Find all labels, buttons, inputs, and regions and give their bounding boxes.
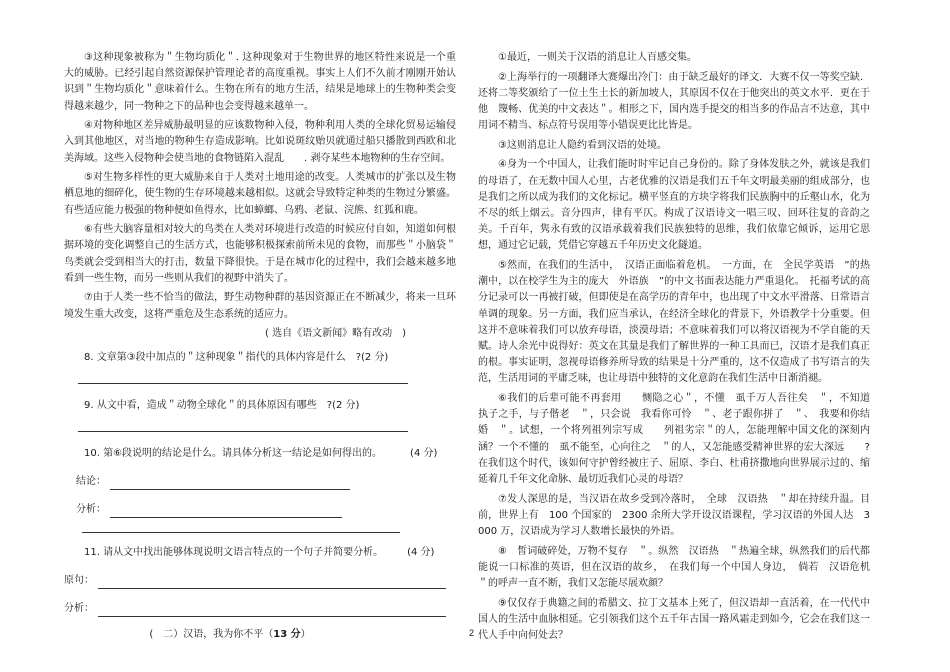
question-10-analysis-line-1[interactable] <box>110 504 342 518</box>
question-8-points: ?(2 分) <box>355 352 389 364</box>
question-11-original-label: 原句： <box>64 575 94 587</box>
question-11-original-row <box>64 573 456 589</box>
left-paragraph-5: ⑤对生物多样性的更大威胁来自于人类对土地用途的改变。人类城市的扩张以及生物栖息地的细碎化，使生物的生存环境越来越相似。这就会导致特定种类的生物过分繁盛。有些适应能力极强的物种便如鱼得水，比如蟑螂、乌鸦、老鼠、浣熊、红狐和鹿。 <box>64 172 456 216</box>
question-10-conclusion-label: 结论： <box>76 476 106 488</box>
left-column <box>64 50 456 643</box>
question-8-text: 8. 文章第③段中加点的＂这种现象＂指代的具体内容是什么 <box>84 352 346 364</box>
right-column <box>478 50 880 648</box>
question-10-conclusion-line[interactable] <box>110 476 350 490</box>
right-paragraph-2: ②上海举行的一项翻译大赛爆出冷门：由于缺乏最好的译文．大赛不仅一等奖空缺．还将二等奖颁给了一位土生土长的新加坡人，其原因不仅在于他突出的英文水平．更在于他 篾畅、优美的中文表达＂。相形之下，国内选手提交的相当多的作品言不达意，其中用词不精当、标点符号误用等小错误更比比皆是。 <box>478 71 870 132</box>
question-11-original-line[interactable] <box>98 575 446 589</box>
article-source: ( 选自《语文新闻》略有改动 ) <box>265 328 406 340</box>
question-10-text: 10. 第⑥段说明的结论是什么。请具体分析这一结论是如何得出的。 <box>84 448 383 460</box>
question-9-answer-line[interactable] <box>78 414 408 432</box>
right-paragraph-4: ④身为一个中国人，让我们能时时牢记自己身份的。除了身体发肤之外，就该是我们的母语了，在无数中国人心里，古老优雅的汉语是我们五千年文明最美丽的组成部分，也是我们之所以成为我们的文化标记。横平竖直的方块字将我们民族胸中的丘壑山水，化为不尽的纸上烟云。音分四声，律有平仄。构成了汉语诗文一唱三叹、回环往复的音韵之美。千百年，隽永有致的汉语承载着我们民族独特的思维，我们依靠它倾诉，运用它思想，通过它记载，凭借它穿越五千年历史文化隧道。 <box>478 159 870 252</box>
left-paragraph-3: ③这种现象被称为＂生物均质化＂. 这种现象对于生物世界的地区特性来说是一个重大的威胁。已经引起自然资源保护管理论者的高度重视。事实上人们不久前才刚刚开始认识到＂生物均质化＂意味着什么。生物在所有的地方生活，结果是地球上的生物种类会变得越来越少，同一物种之下的品种也会变得越来越单一。 <box>64 52 456 112</box>
question-10 <box>64 446 456 462</box>
section-2-score: 13 分 <box>273 629 301 641</box>
question-11 <box>64 545 456 561</box>
question-8-answer-line[interactable] <box>78 366 408 384</box>
question-10-conclusion-row <box>64 474 456 490</box>
right-paragraph-9: ⑨仅仅存于典籍之间的希腊文、拉丁文基本上死了，但汉语却一直活着，在一代代中国人的生活中血脉相延。它引领我们这个五千年古国一路风霜走到如今，它会在我们这一代人手中向何处去？ <box>478 597 870 642</box>
question-10-analysis-line-2[interactable] <box>82 518 400 533</box>
question-9-text: 9. 从文中看，造成＂动物全球化＂的具体原因有哪些 <box>84 400 317 412</box>
question-8 <box>64 350 456 366</box>
question-9-points: ?(2 分) <box>326 400 360 412</box>
right-paragraph-1: ①最近，一则关于汉语的消息让人百感交集。 <box>498 52 697 63</box>
right-paragraph-8: ⑧ 皙词破碎处，万物不复存 ＂。纵然 汉语热 ＂热遍全球，纵然我们的后代都能说一口标准的英语，但在汉语的故乡， 在我们每一个中国人身边， 倘若 汉语危机 ＂的呼声一直不断，我们又怎能尽展欢颜？ <box>478 545 880 590</box>
left-paragraph-7: ⑦由于人类一些不恰当的做法，野生动物种群的基因资源正在不断减少，将来一旦环境发生重大改变，这将严重危及生态系统的适应力。 <box>64 292 456 320</box>
question-10-analysis-label: 分析： <box>76 504 106 516</box>
question-11-analysis-label: 分析： <box>64 603 94 615</box>
question-11-analysis-line[interactable] <box>98 603 446 617</box>
question-10-points: (4 分) <box>410 448 438 460</box>
page-number: 2 <box>469 628 475 638</box>
question-9 <box>64 398 456 414</box>
question-11-points: (4 分) <box>407 547 435 559</box>
right-paragraph-5: ⑤然而，在我们的生活中， 汉语正面临着危机。 一方面，在 全民学英语 ”的热潮中，以在校学生为主的庞大 外语族 ”的中文书面表达能力严重退化。 托福考试的高分记录可以一再被打破，但即使是在高学历的青年中，也出现了中文水平滑落、日常语言单调的现象。另一方面，我们应当承认，在经济全球化的背景下，外语教学十分重要。但这并不意味着我们可以放弃母语，淡漠母语；不意味着我们可以将汉语视为不学自能的天赋。诗人余光中说得好：英文在其量是我们了解世界的一种工具而已，汉语才是我们真正的根。事实证明，忽视母语修养所导致的结果是十分严重的，这不仅造成了书写语言的失范，生活用词的平庸乏味，也让母语中独特的文化意韵在我们生活中日渐消褪。 <box>478 260 870 385</box>
question-10-analysis-row <box>64 502 456 518</box>
section-2-title-prefix: ( 二）汉语，我为你不平（ <box>149 629 274 641</box>
section-2-title <box>64 627 456 643</box>
question-11-analysis-row <box>64 601 456 617</box>
right-paragraph-7: ⑦发人深思的是，当汉语在故乡受到冷落时， 全球 汉语热 ＂却在持续升温。目前，世界上有 100 个国家的 2300 余所大学开设汉语课程，学习汉语的外国人达 3000 万，汉语成为学习人数增长最快的外语。 <box>478 493 870 538</box>
question-11-text: 11. 请从文中找出能够体现说明文语言特点的一个句子并简要分析。 <box>84 547 384 559</box>
left-paragraph-4: ④对物种地区差异威胁最明显的应该数物种入侵，物种利用人类的全球化贸易运输侵入到其他地区，对当地的物种生存造成影响。比如说斑纹贻贝就通过船只播散到西欧和北美海域。这些入侵物种会使当地的食物链陷入混乱 . 剥夺某些本地物种的生存空间。 <box>64 120 456 164</box>
right-paragraph-3: ③这则消息让人隐约看到汉语的处境。 <box>498 139 667 151</box>
section-2-title-suffix: ） <box>300 629 311 641</box>
right-paragraph-6: ⑥我们的后辈可能不再套用 恻隐之心＂，不懂 虱千万人吾往矣 ＂，不知道 执子之手，与子偕老 ＂，只会说 我看你可怜 ＂、老子跟你拼了 ＂、 我要和你结婚 ＂。试想，一个将列祖列宗写成 列祖劣宗＂的人，怎能理解中国文化的深刻内涵？一个不懂的 虱不能至，心向往之 ＂的人，又怎能感受精神世界的宏大深远 ?在我们这个时代，该如何守护曾经被庄子、屈原、李白、杜甫挤撒地向世界展示过的、缩延着几千年文化命脉、最切近我们心灵的母语？ <box>478 393 880 486</box>
left-paragraph-6: ⑥有些大脑容量相对较大的鸟类在人类对环境进行改造的时候应付自如，知道如何根据环境的变化调整自己的生活方式，也能够积极探索前所未见的食物，而那些＂小脑袋＂鸟类就会受到相当大的打击，数量下降很快。于是在城市化的过程中，我们会越来越多地看到一些生物，而另一些则从我们的视野中消失了。 <box>64 224 456 284</box>
